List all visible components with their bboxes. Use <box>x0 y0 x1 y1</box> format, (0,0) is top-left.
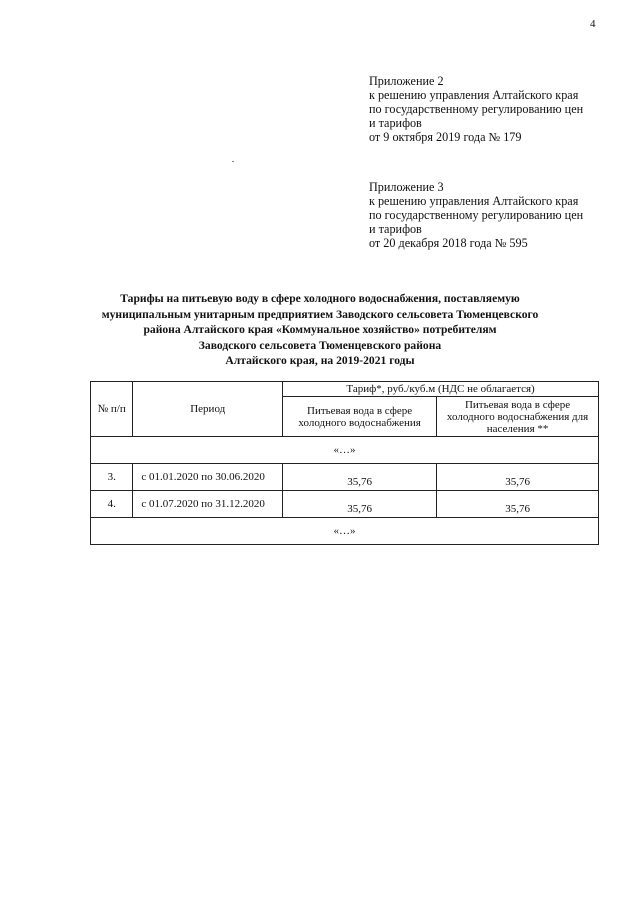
row-tariff-population: 35,76 <box>437 464 599 491</box>
annex-line: от 9 октября 2019 года № 179 <box>369 130 522 144</box>
row-period: с 01.01.2020 по 30.06.2020 <box>133 464 283 491</box>
annex-2-header <box>369 74 629 144</box>
title-line: муниципальным унитарным предприятием Заводского сельсовета Тюменцевского <box>101 307 539 321</box>
annex-line: и тарифов <box>369 222 422 236</box>
annex-line: по государственному регулированию цен <box>369 102 584 116</box>
table-ellipsis-row <box>91 518 599 545</box>
scan-speck <box>232 161 234 162</box>
title-line: Тарифы на питьевую воду в сфере холодного водоснабжения, поставляемую <box>120 292 520 305</box>
annex-line: Приложение 3 <box>369 180 444 194</box>
annex-line: к решению управления Алтайского края <box>369 194 579 208</box>
row-tariff-cold-water: 35,76 <box>283 464 437 491</box>
row-number: 3. <box>91 464 133 491</box>
table-row <box>91 464 599 491</box>
row-number: 4. <box>91 491 133 518</box>
tariff-table <box>90 381 599 545</box>
annex-line: и тарифов <box>369 116 422 130</box>
col-header-tariff: Тариф*, руб./куб.м (НДС не облагается) <box>283 382 599 397</box>
annex-line: от 20 декабря 2018 года № 595 <box>369 236 528 250</box>
col-header-period: Период <box>133 382 283 437</box>
annex-line: Приложение 2 <box>369 74 444 88</box>
document-title <box>60 291 580 369</box>
annex-line: по государственному регулированию цен <box>369 208 584 222</box>
row-tariff-population: 35,76 <box>437 491 599 518</box>
col-header-number: № п/п <box>91 382 133 437</box>
ellipsis-cell: «…» <box>91 518 599 545</box>
annex-line: к решению управления Алтайского края <box>369 88 579 102</box>
annex-3-header <box>369 180 629 250</box>
title-line: района Алтайского края «Коммунальное хозяйство» потребителям <box>143 323 497 336</box>
table-row <box>91 491 599 518</box>
page-number: 4 <box>590 18 596 30</box>
table-ellipsis-row <box>91 437 599 464</box>
row-tariff-cold-water: 35,76 <box>283 491 437 518</box>
col-header-cold-water: Питьевая вода в сфере холодного водоснабжения <box>283 397 437 437</box>
ellipsis-cell: «…» <box>91 437 599 464</box>
title-line: Алтайского края, на 2019-2021 годы <box>225 354 415 367</box>
col-header-cold-water-population: Питьевая вода в сфере холодного водоснабжения для населения ** <box>437 397 599 437</box>
table-header-row <box>91 382 599 397</box>
row-period: с 01.07.2020 по 31.12.2020 <box>133 491 283 518</box>
title-line: Заводского сельсовета Тюменцевского района <box>198 338 442 352</box>
